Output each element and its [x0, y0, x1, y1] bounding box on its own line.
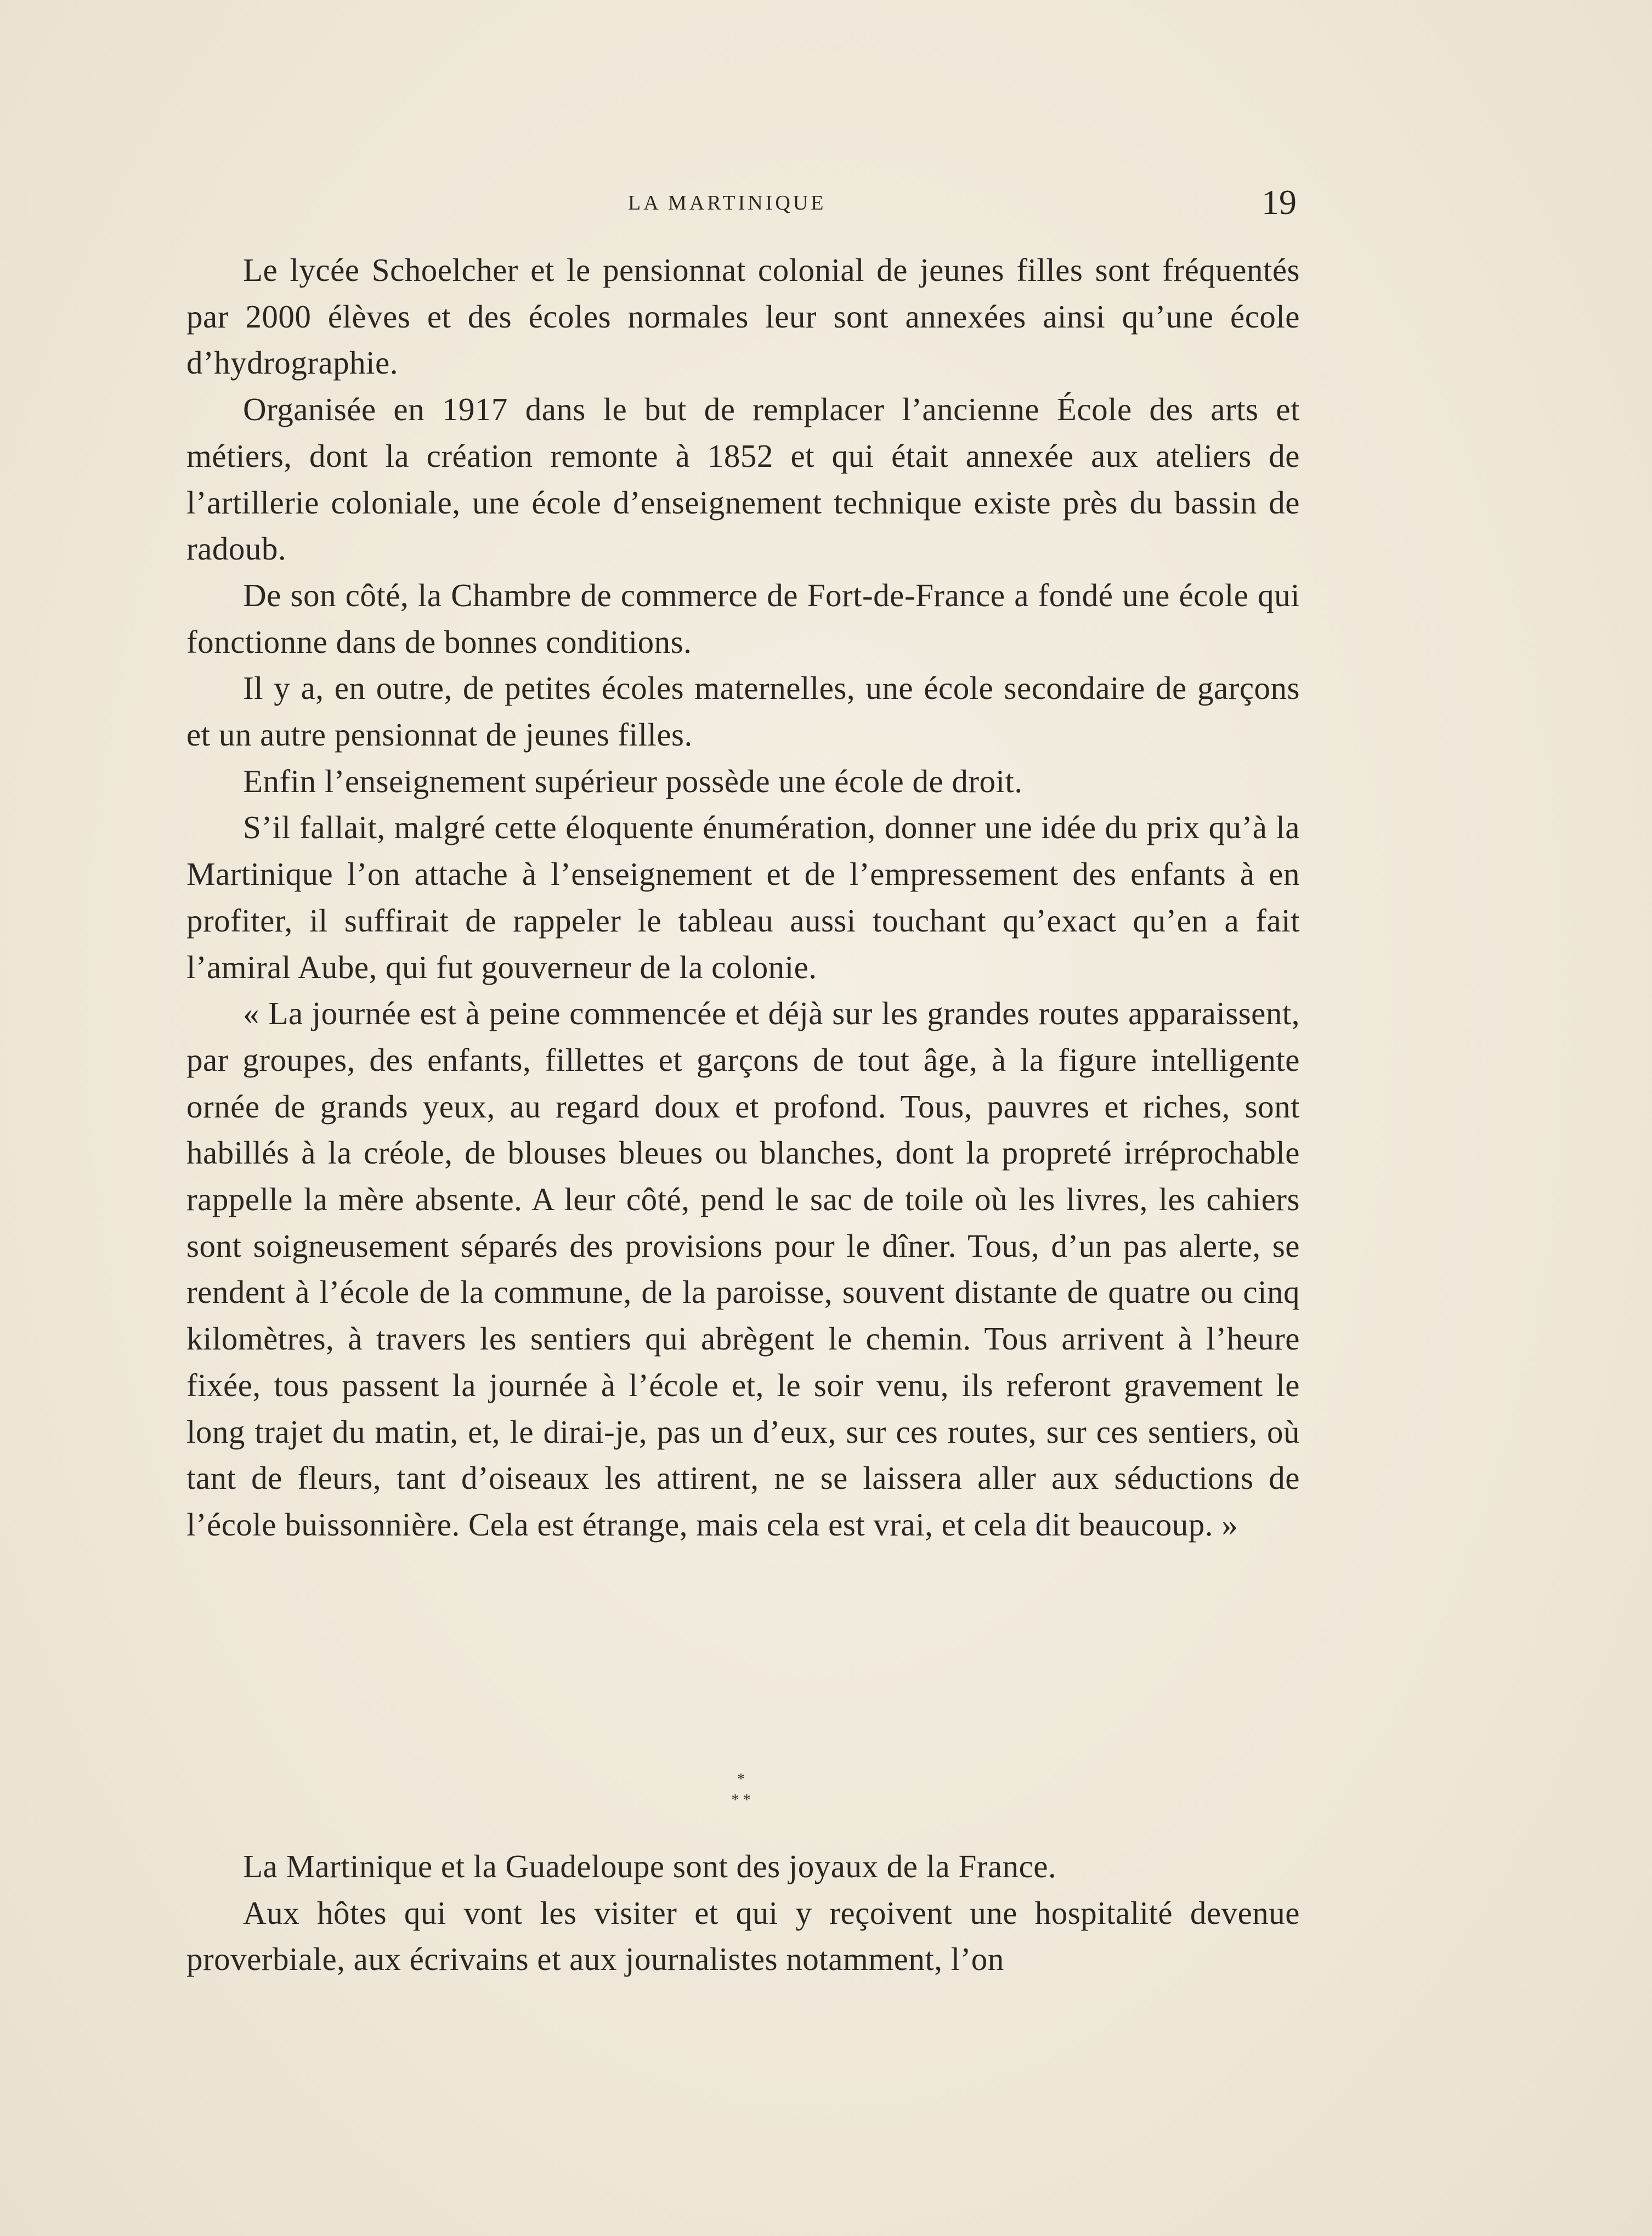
asterism-top: *: [737, 1771, 745, 1788]
paragraph: Il y a, en outre, de petites écoles maternelles, une école secondaire de garçons et un autre pensionnat de jeunes filles.: [186, 670, 1300, 753]
running-title: LA MARTINIQUE: [628, 191, 827, 214]
paragraph: Organisée en 1917 dans le but de remplacer l’ancienne École des arts et métiers, dont la création remonte à 1852 et qui était annexée aux ateliers de l’artillerie coloniale, une école d’enseignement technique existe près du bassin de radoub.: [186, 391, 1300, 567]
closing-text: [186, 1843, 1300, 1983]
paragraph: La Martinique et la Guadeloupe sont des joyaux de la France.: [243, 1848, 1057, 1884]
page-number: 19: [1261, 183, 1297, 222]
paragraph: Enfin l’enseignement supérieur possède une école de droit.: [243, 763, 1023, 799]
section-break-asterism: [719, 1769, 763, 1811]
paragraph: Le lycée Schoelcher et le pensionnat colonial de jeunes filles sont fréquentés par 2000 élèves et des écoles normales leur sont annexées ainsi qu’une école d’hydrographie.: [186, 252, 1300, 381]
paragraph: S’il fallait, malgré cette éloquente énumération, donner une idée du prix qu’à la Martinique l’on attache à l’enseignement et de l’empressement des enfants à en profiter, il suffirait de rappeler le tableau aussi touchant qu’exact qu’en a fait l’amiral Aube, qui fut gouverneur de la colonie.: [186, 809, 1300, 985]
main-text: [186, 247, 1300, 1548]
paragraph: De son côté, la Chambre de commerce de Fort-de-France a fondé une école qui fonctionne dans de bonnes conditions.: [186, 577, 1300, 660]
paragraph: Aux hôtes qui vont les visiter et qui y reçoivent une hospitalité devenue proverbiale, aux écrivains et aux journalistes notamment, l’on: [186, 1894, 1300, 1978]
asterism-bottom: * *: [731, 1792, 751, 1809]
quoted-paragraph: « La journée est à peine commencée et déjà sur les grandes routes apparaissent, par groupes, des enfants, fillettes et garçons de tout âge, à la figure intelligente ornée de grands yeux, au regard doux et profond. Tous, pauvres et riches, sont habillés à la créole, de blouses bleues ou blanches, dont la propreté irréprochable rappelle la mère absente. A leur côté, pend le sac de toile où les livres, les cahiers sont soigneusement séparés des provisions pour le dîner. Tous, d’un pas alerte, se rendent à l’école de la commune, de la paroisse, souvent distante de quatre ou cinq kilomètres, à travers les sentiers qui abrègent le chemin. Tous arrivent à l’heure fixée, tous passent la journée à l’école et, le soir venu, ils referont gravement le long trajet du matin, et, le dirai-je, pas un d’eux, sur ces routes, sur ces sentiers, où tant de fleurs, tant d’oiseaux les attirent, ne se laissera aller aux séductions de l’école buissonnière. Cela est étrange, mais cela est vrai, et cela dit beaucoup. »: [186, 995, 1300, 1543]
